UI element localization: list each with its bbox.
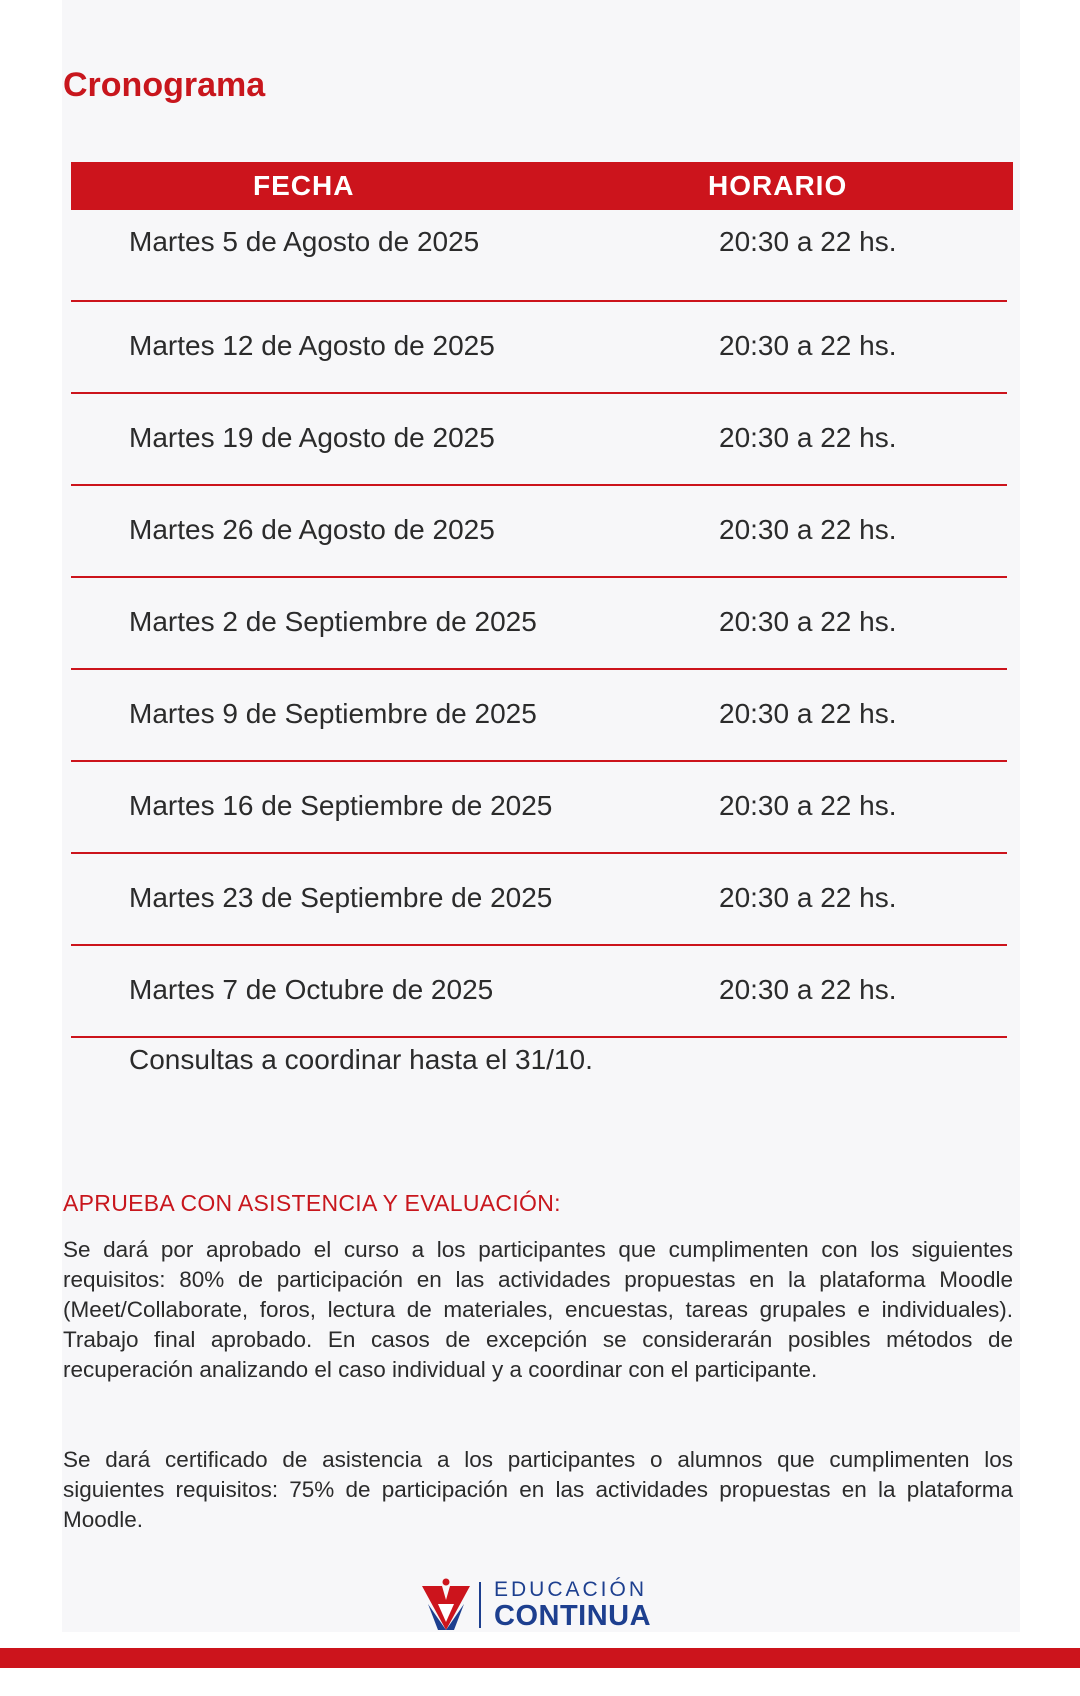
time-cell: 20:30 a 22 hs. [719, 790, 897, 821]
date-cell: Martes 23 de Septiembre de 2025 [129, 882, 553, 913]
time-cell: 20:30 a 22 hs. [719, 606, 897, 637]
column-header-horario: HORARIO [708, 170, 848, 201]
time-cell: 20:30 a 22 hs. [719, 698, 897, 729]
time-cell: 20:30 a 22 hs. [719, 974, 897, 1005]
time-cell: 20:30 a 22 hs. [719, 226, 897, 257]
table-row [71, 946, 1007, 1038]
page-title: Cronograma [63, 66, 266, 104]
column-header-fecha: FECHA [253, 170, 355, 201]
table-row [71, 670, 1007, 762]
approval-paragraph: Se dará por aprobado el curso a los participantes que cumplimenten con los siguientes requisitos: 80% de participación en las actividades propuestas en la plataforma Moodle (Meet/Collaborate, foros, lectura de materiales, encuestas, tareas grupales e individuales). Trabajo final aprobado. En casos de excepción se considerarán posibles métodos de recuperación analizando el caso individual y a coordinar con el participante. [63, 1237, 1013, 1382]
certificate-paragraph: Se dará certificado de asistencia a los participantes o alumnos que cumplimenten los siguientes requisitos: 75% de participación en las actividades propuestas en la plataforma Moodle. [63, 1447, 1013, 1532]
date-cell: Martes 26 de Agosto de 2025 [129, 514, 495, 545]
table-row [71, 762, 1007, 854]
date-cell: Martes 7 de Octubre de 2025 [129, 974, 494, 1005]
table-header [71, 162, 1013, 210]
time-cell: 20:30 a 22 hs. [719, 422, 897, 453]
logo-v-mark-icon [422, 1578, 470, 1630]
table-row [71, 854, 1007, 946]
date-cell: Martes 9 de Septiembre de 2025 [129, 698, 537, 729]
approval-section-title: APRUEBA CON ASISTENCIA Y EVALUACIÓN: [63, 1190, 561, 1216]
table-row [71, 578, 1007, 670]
table-row [71, 302, 1007, 394]
logo-divider [479, 1582, 481, 1628]
logo-text-bottom: CONTINUA [494, 1600, 652, 1632]
time-cell: 20:30 a 22 hs. [719, 882, 897, 913]
table-row [71, 486, 1007, 578]
schedule-table [71, 162, 1013, 1038]
date-cell: Martes 12 de Agosto de 2025 [129, 330, 495, 361]
date-cell: Martes 5 de Agosto de 2025 [129, 226, 480, 257]
table-row [71, 210, 1007, 302]
table-row [71, 394, 1007, 486]
date-cell: Martes 19 de Agosto de 2025 [129, 422, 495, 453]
time-cell: 20:30 a 22 hs. [719, 330, 897, 361]
date-cell: Martes 2 de Septiembre de 2025 [129, 606, 537, 637]
consultation-note: Consultas a coordinar hasta el 31/10. [129, 1044, 593, 1075]
time-cell: 20:30 a 22 hs. [719, 514, 897, 545]
footer-bar [0, 1648, 1080, 1668]
date-cell: Martes 16 de Septiembre de 2025 [129, 790, 553, 821]
logo-text-top: EDUCACIÓN [494, 1578, 648, 1601]
educacion-continua-logo [422, 1578, 662, 1634]
